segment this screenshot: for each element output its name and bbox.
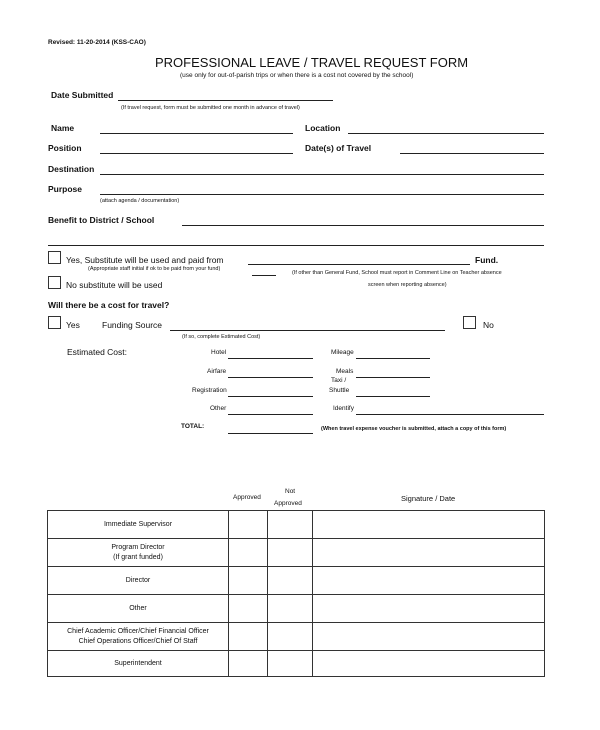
- name-field[interactable]: [100, 133, 293, 134]
- cost-question: Will there be a cost for travel?: [48, 300, 170, 310]
- other-cost-field[interactable]: [228, 414, 313, 415]
- approved-cell[interactable]: [229, 651, 268, 677]
- approver-superintendent: Superintendent: [48, 651, 229, 677]
- approval-table: [47, 510, 545, 677]
- benefit-label: Benefit to District / School: [48, 215, 155, 225]
- not-approved-cell[interactable]: [268, 511, 313, 539]
- staff-initial-field[interactable]: [252, 275, 276, 276]
- dates-of-travel-field[interactable]: [400, 153, 544, 154]
- identify-label: Identify: [333, 405, 354, 412]
- table-row: [48, 651, 545, 677]
- airfare-label: Airfare: [207, 368, 227, 375]
- substitute-no-checkbox[interactable]: [48, 276, 61, 289]
- approver-program-director: Program Director (If grant funded): [48, 539, 229, 567]
- name-label: Name: [51, 123, 75, 133]
- form-title: PROFESSIONAL LEAVE / TRAVEL REQUEST FORM: [155, 55, 469, 70]
- not-approved-cell[interactable]: [268, 567, 313, 595]
- other-cost-label: Other: [210, 405, 227, 412]
- substitute-yes-note: (Appropriate staff initial if ok to be paid from your fund): [88, 266, 221, 272]
- not-approved-cell[interactable]: [268, 539, 313, 567]
- fund-label: Fund.: [475, 255, 499, 265]
- approved-cell[interactable]: [229, 511, 268, 539]
- destination-field[interactable]: [100, 174, 544, 175]
- signature-header: Signature / Date: [401, 494, 456, 503]
- not-approved-header-1: Not: [285, 488, 296, 495]
- date-submitted-label: Date Submitted: [51, 90, 114, 100]
- mileage-label: Mileage: [331, 349, 354, 356]
- table-row: [48, 511, 545, 539]
- fund-note-2: screen when reporting absence): [368, 282, 447, 288]
- destination-label: Destination: [48, 164, 95, 174]
- approver-chief-officers: Chief Academic Officer/Chief Financial Officer Chief Operations Officer/Chief Of Staff: [48, 623, 229, 651]
- purpose-note: (attach agenda / documentation): [100, 198, 180, 204]
- signature-cell[interactable]: [313, 539, 545, 567]
- approved-header: Approved: [233, 494, 261, 501]
- estimated-cost-label: Estimated Cost:: [67, 347, 127, 357]
- purpose-field[interactable]: [100, 194, 544, 195]
- not-approved-header-2: Approved: [274, 500, 302, 507]
- funding-source-field[interactable]: [170, 330, 445, 331]
- signature-cell[interactable]: [313, 595, 545, 623]
- cost-yes-label: Yes: [66, 320, 80, 330]
- approved-cell[interactable]: [229, 595, 268, 623]
- benefit-field-line-2[interactable]: [48, 245, 544, 246]
- approver-other: Other: [48, 595, 229, 623]
- funding-note: (If so, complete Estimated Cost): [182, 334, 261, 340]
- approver-director: Director: [48, 567, 229, 595]
- approver-immediate-supervisor: Immediate Supervisor: [48, 511, 229, 539]
- table-row: [48, 595, 545, 623]
- approved-cell[interactable]: [229, 539, 268, 567]
- substitute-yes-checkbox[interactable]: [48, 251, 61, 264]
- approved-cell[interactable]: [229, 567, 268, 595]
- mileage-field[interactable]: [356, 358, 430, 359]
- form-subtitle: (use only for out-of-parish trips or when there is a cost not covered by the school): [180, 72, 414, 79]
- registration-field[interactable]: [228, 396, 313, 397]
- taxi-label: Taxi /: [331, 377, 347, 384]
- signature-cell[interactable]: [313, 511, 545, 539]
- approved-cell[interactable]: [229, 623, 268, 651]
- hotel-label: Hotel: [211, 349, 227, 356]
- revision-note: Revised: 11-20-2014 (KSS-CAO): [48, 39, 146, 46]
- position-label: Position: [48, 143, 82, 153]
- signature-cell[interactable]: [313, 623, 545, 651]
- not-approved-cell[interactable]: [268, 595, 313, 623]
- not-approved-cell[interactable]: [268, 651, 313, 677]
- not-approved-cell[interactable]: [268, 623, 313, 651]
- date-submitted-field[interactable]: [118, 100, 333, 101]
- fund-note-1: (If other than General Fund, School must report in Comment Line on Teacher absence: [292, 270, 502, 276]
- location-label: Location: [305, 123, 341, 133]
- benefit-field[interactable]: [182, 225, 544, 226]
- signature-cell[interactable]: [313, 567, 545, 595]
- total-note: (When travel expense voucher is submitted, attach a copy of this form): [321, 426, 507, 432]
- total-field[interactable]: [228, 433, 313, 434]
- signature-cell[interactable]: [313, 651, 545, 677]
- hotel-field[interactable]: [228, 358, 313, 359]
- funding-source-label: Funding Source: [102, 320, 163, 330]
- substitute-no-label: No substitute will be used: [66, 280, 163, 290]
- meals-field[interactable]: [356, 377, 430, 378]
- taxi-shuttle-field[interactable]: [356, 396, 430, 397]
- cost-no-label: No: [483, 320, 494, 330]
- meals-label: Meals: [336, 368, 354, 375]
- total-label: TOTAL:: [181, 423, 205, 430]
- registration-label: Registration: [192, 387, 227, 394]
- table-row: [48, 539, 545, 567]
- location-field[interactable]: [348, 133, 544, 134]
- cost-yes-checkbox[interactable]: [48, 316, 61, 329]
- substitute-yes-label: Yes, Substitute will be used and paid from: [66, 255, 224, 265]
- table-row: [48, 567, 545, 595]
- date-submitted-note: (If travel request, form must be submitted one month in advance of travel): [121, 105, 300, 111]
- dates-of-travel-label: Date(s) of Travel: [305, 143, 372, 153]
- fund-name-field[interactable]: [248, 264, 470, 265]
- table-row: [48, 623, 545, 651]
- identify-field[interactable]: [356, 414, 544, 415]
- shuttle-label: Shuttle: [329, 387, 350, 394]
- position-field[interactable]: [100, 153, 293, 154]
- cost-no-checkbox[interactable]: [463, 316, 476, 329]
- airfare-field[interactable]: [228, 377, 313, 378]
- purpose-label: Purpose: [48, 184, 83, 194]
